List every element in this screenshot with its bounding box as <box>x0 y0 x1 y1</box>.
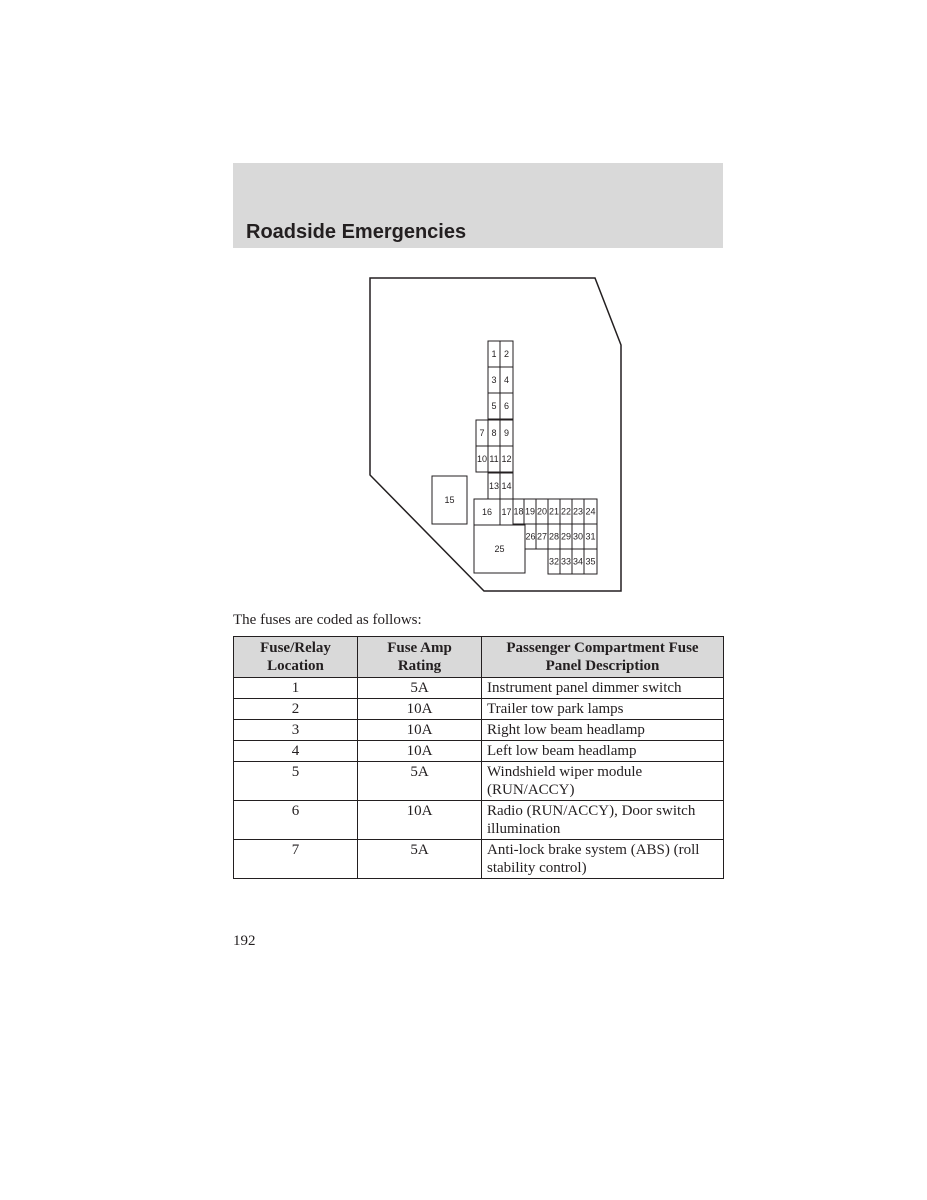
table-row <box>234 720 724 741</box>
fuse-label-29: 29 <box>560 531 572 542</box>
fuse-label-33: 33 <box>560 556 572 567</box>
section-title: Roadside Emergencies <box>246 221 467 243</box>
fuse-label-4: 4 <box>503 375 510 385</box>
table-row <box>234 699 724 720</box>
table-row <box>234 678 724 699</box>
fuse-location: 4 <box>234 741 358 762</box>
fuse-label-23: 23 <box>572 506 584 517</box>
fuse-location: 6 <box>234 801 358 840</box>
column-header-location <box>234 637 358 678</box>
fuse-table <box>233 636 724 879</box>
fuse-label-25: 25 <box>494 544 505 554</box>
table-header-row <box>234 637 724 678</box>
fuse-label-5: 5 <box>491 401 497 411</box>
intro-text: The fuses are coded as follows: <box>233 612 422 628</box>
fuse-description: Radio (RUN/ACCY), Door switch illumination <box>482 801 724 840</box>
fuse-description: Trailer tow park lamps <box>482 699 724 720</box>
fuse-description: Anti-lock brake system (ABS) (roll stability control) <box>482 840 724 879</box>
header-line: Passenger Compartment Fuse <box>506 640 699 656</box>
fuse-label-7: 7 <box>479 428 485 438</box>
table-row <box>234 762 724 801</box>
fuse-label-8: 8 <box>491 428 497 438</box>
fuse-label-17: 17 <box>501 507 512 517</box>
fuse-location: 3 <box>234 720 358 741</box>
fuse-label-32: 32 <box>548 556 560 567</box>
fuse-label-18: 18 <box>513 506 524 517</box>
fuse-label-30: 30 <box>572 531 584 542</box>
fuse-label-13: 13 <box>488 481 500 491</box>
header-line: Fuse/Relay <box>260 640 331 656</box>
fuse-label-24: 24 <box>585 506 596 517</box>
fuse-label-14: 14 <box>501 481 512 491</box>
header-line: Fuse Amp <box>387 640 452 656</box>
fuse-rating: 10A <box>358 699 482 720</box>
fuse-description: Right low beam headlamp <box>482 720 724 741</box>
table-row <box>234 840 724 879</box>
fuse-rating: 5A <box>358 840 482 879</box>
fuse-label-34: 34 <box>572 556 584 567</box>
fuse-label-3: 3 <box>491 375 497 385</box>
fuse-location: 2 <box>234 699 358 720</box>
fuse-label-19: 19 <box>524 506 536 517</box>
column-header-rating <box>358 637 482 678</box>
fuse-label-11: 11 <box>489 454 499 464</box>
fuse-location: 5 <box>234 762 358 801</box>
fuse-label-28: 28 <box>548 531 560 542</box>
fuse-label-10: 10 <box>476 454 488 464</box>
fuse-rating: 10A <box>358 801 482 840</box>
fuse-label-6: 6 <box>503 401 510 411</box>
column-header-description <box>482 637 724 678</box>
fuse-label-15: 15 <box>444 495 455 505</box>
fuse-description: Windshield wiper module (RUN/ACCY) <box>482 762 724 801</box>
fuse-rating: 5A <box>358 762 482 801</box>
fuse-label-31: 31 <box>585 531 596 542</box>
table-row <box>234 741 724 762</box>
fuse-label-12: 12 <box>501 454 512 464</box>
page-number: 192 <box>233 933 256 949</box>
fuse-description: Left low beam headlamp <box>482 741 724 762</box>
header-line: Rating <box>397 658 442 674</box>
fuse-rating: 10A <box>358 720 482 741</box>
fuse-label-22: 22 <box>560 506 572 517</box>
fuse-rating: 10A <box>358 741 482 762</box>
fuse-label-26: 26 <box>525 531 536 542</box>
fuse-location: 1 <box>234 678 358 699</box>
fuse-label-9: 9 <box>503 428 510 438</box>
fuse-label-20: 20 <box>536 506 548 517</box>
header-line: Panel Description <box>545 658 660 674</box>
fuse-label-2: 2 <box>503 349 510 359</box>
fuse-rating: 5A <box>358 678 482 699</box>
fuse-description: Instrument panel dimmer switch <box>482 678 724 699</box>
fuse-label-16: 16 <box>481 507 493 517</box>
table-row <box>234 801 724 840</box>
fuse-label-1: 1 <box>491 349 497 359</box>
header-line: Location <box>267 658 324 674</box>
fuse-location: 7 <box>234 840 358 879</box>
fuse-label-27: 27 <box>536 531 548 542</box>
fuse-label-21: 21 <box>548 506 560 517</box>
fuse-label-35: 35 <box>585 556 596 567</box>
